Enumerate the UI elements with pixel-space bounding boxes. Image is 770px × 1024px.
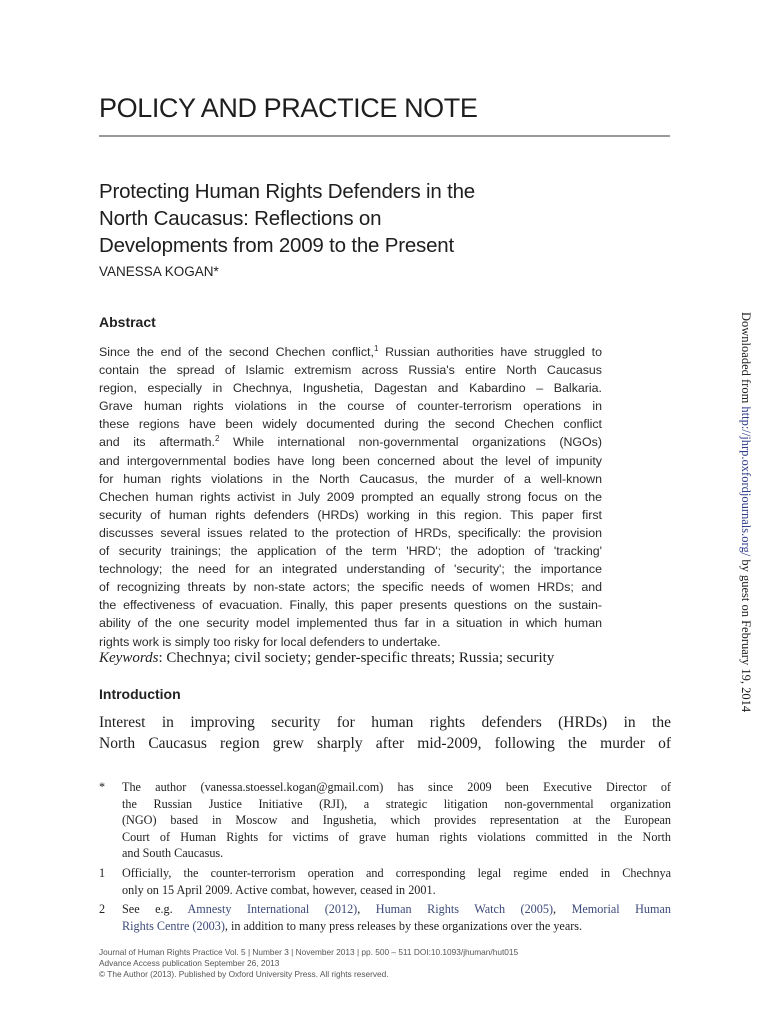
article-title-line: Protecting Human Rights Defenders in the	[99, 180, 476, 203]
citation-link[interactable]: Memorial Human	[571, 902, 671, 917]
footnote-mark: 2	[99, 902, 106, 917]
footnote-line: (NGO) based in Moscow and Ingushetia, which provides representation at the European	[122, 813, 671, 828]
footnote-text: See e.g.	[122, 902, 188, 917]
abstract-line: of recognizing threats by non-state actors; the specific needs of women HRDs; and	[99, 580, 602, 595]
footnote	[99, 865, 671, 898]
heading-rule	[99, 135, 670, 137]
abstract-text: While international non-governmental organizations (NGOs)	[219, 435, 602, 450]
abstract-line: Chechen human rights activist in July 2009 prompted an equally strong focus on the	[99, 489, 602, 504]
abstract-line: region, especially in Chechnya, Ingushetia, Dagestan and Kabardino – Balkaria.	[99, 381, 602, 396]
footnote	[99, 779, 671, 862]
download-stamp-prefix: Downloaded from	[739, 312, 753, 407]
footnote-mark: *	[99, 780, 106, 794]
keywords	[99, 650, 671, 667]
footnote-line	[122, 918, 671, 935]
download-stamp	[738, 312, 753, 712]
journal-citation: Journal of Human Rights Practice Vol. 5 | Number 3 | November 2013 | pp. 500 – 511 DOI:10.1093/jhuman/hut015	[99, 947, 519, 957]
author-name: VANESSA KOGAN*	[99, 264, 219, 279]
citation-link[interactable]: Rights Centre (2003)	[122, 918, 225, 933]
footnote-line: Court of Human Rights for victims of grave human rights violations committed in the North	[122, 829, 671, 844]
abstract-line: rights work is simply too risky for local defenders to undertake.	[99, 634, 441, 649]
footnotes	[99, 779, 671, 937]
footnote-line: the Russian Justice Initiative (RJI), a strategic litigation non-governmental organization	[122, 796, 671, 811]
footnote-ref[interactable]: 2	[214, 434, 220, 444]
section-heading: POLICY AND PRACTICE NOTE	[99, 93, 478, 123]
abstract-line: ability of the one security model implemented thus far in a situation in which human	[99, 616, 602, 631]
abstract-line: the effectiveness of evacuation. Finally, this paper presents questions on the sustain-	[99, 598, 602, 613]
journal-info	[99, 947, 599, 980]
abstract-line: technology; the need for an integrated understanding of 'security'; the importance	[99, 562, 602, 577]
footnote-text: ,	[553, 902, 572, 917]
publication-date: Advance Access publication September 26, 2013	[99, 958, 280, 968]
citation-link[interactable]: Human Rights Watch (2005)	[375, 902, 554, 917]
abstract-line: and intergovernmental bodies have long been concerned about the level of impunity	[99, 453, 602, 468]
abstract-text: Since the end of the second Chechen conflict,	[99, 345, 374, 359]
body-line: North Caucasus region grew sharply after mid-2009, following the murder of	[99, 735, 671, 752]
footnote-ref[interactable]: 1	[373, 343, 379, 353]
keywords-label: Keywords	[99, 650, 159, 666]
footnote-text: , in addition to many press releases by these organizations over the years.	[224, 918, 583, 933]
footnote	[99, 901, 671, 934]
abstract-text: Russian authorities have struggled to	[378, 345, 602, 359]
abstract-line: security of human rights defenders (HRDs) working in this region. This paper first	[99, 507, 602, 522]
abstract-text: and its aftermath.	[99, 435, 215, 450]
keywords-text: : Chechnya; civil society; gender-specific threats; Russia; security	[158, 650, 555, 666]
footnote-text: ,	[357, 902, 376, 917]
article-title-line: North Caucasus: Reflections on	[99, 207, 382, 230]
abstract-line: discusses several issues related to the protection of HRDs, specifically: the provision	[99, 525, 602, 540]
article-title-line: Developments from 2009 to the Present	[99, 234, 454, 257]
citation-link[interactable]: Amnesty International (2012)	[187, 902, 358, 917]
abstract-line	[99, 433, 602, 451]
article-title	[99, 178, 619, 259]
abstract-heading: Abstract	[99, 314, 156, 330]
abstract-body	[99, 343, 602, 651]
footnote-line: only on 15 April 2009. Active combat, however, ceased in 2001.	[122, 882, 436, 897]
abstract-line: Grave human rights violations in the course of counter-terrorism operations in	[99, 399, 602, 414]
footnote-line	[122, 901, 671, 918]
download-stamp-suffix: by guest on February 19, 2014	[739, 556, 753, 713]
abstract-line: these regions have been widely documented during the second Chechen conflict	[99, 417, 602, 432]
introduction-heading: Introduction	[99, 686, 181, 702]
abstract-line: for human rights violations in the North Caucasus, the murder of a well-known	[99, 471, 602, 486]
footnote-line: Officially, the counter-terrorism operation and corresponding legal regime ended in Chechnya	[122, 865, 671, 880]
footnote-mark: 1	[99, 865, 106, 880]
footnote-line: and South Caucasus.	[122, 846, 224, 861]
journal-url-link[interactable]: http://jhrp.oxfordjournals.org/	[739, 406, 753, 557]
abstract-line: of security trainings; the application of the term 'HRD'; the adoption of 'tracking'	[99, 544, 602, 559]
introduction-body	[99, 712, 671, 754]
abstract-line	[99, 343, 602, 361]
footnote-line: The author (vanessa.stoessel.kogan@gmail.com) has since 2009 been Executive Director of	[122, 780, 671, 794]
body-line: Interest in improving security for human rights defenders (HRDs) in the	[99, 714, 671, 731]
abstract-line: contain the spread of Islamic extremism across Russia's entire North Caucasus	[99, 363, 602, 378]
copyright-notice: © The Author (2013). Published by Oxford University Press. All rights reserved.	[99, 969, 389, 979]
